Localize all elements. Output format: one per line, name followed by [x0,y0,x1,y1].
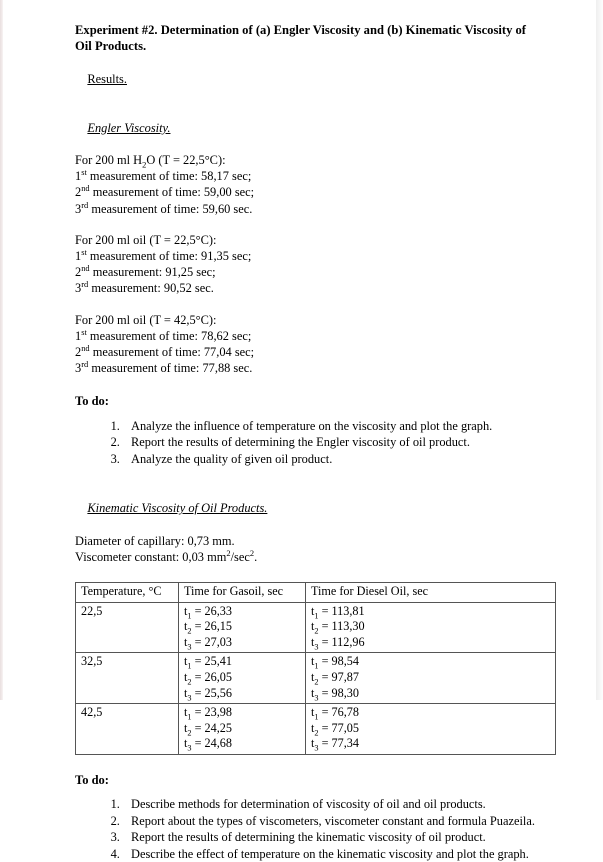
equals: = [191,720,205,735]
viscometer-constant-line [75,549,535,565]
t-value: 26,05 [204,670,232,685]
cell-gasoil [179,704,306,755]
todo-list-2 [75,796,535,862]
kinematic-viscosity-heading [75,484,535,533]
cell-gasoil [179,653,306,704]
results-heading-text: Results. [87,72,127,87]
t-label: t [311,705,315,720]
measurement-entry [311,670,551,686]
equals: = [191,619,205,634]
capillary-diameter-line: Diameter of capillary: 0,73 mm. [75,533,235,548]
engler-block [75,152,535,217]
measurement-line [75,280,535,296]
t-value: 98,54 [331,654,359,669]
t-label: t [311,619,315,634]
equals: = [191,603,205,618]
t-value: 23,98 [204,705,232,720]
results-heading [75,55,535,104]
equals: = [318,670,332,685]
measurement-entry [184,670,301,686]
equals: = [191,634,205,649]
t-label: t [311,654,315,669]
cell-temperature: 42,5 [76,704,179,755]
document-body [75,22,535,862]
equals: = [318,736,332,751]
page-edge-right [596,0,603,700]
ordinal-suffix: rd [81,359,89,370]
ordinal-suffix: st [81,326,87,337]
list-item: 3. Analyze the quality of given oil product. [123,451,535,467]
ordinal-number: 1 [75,169,82,184]
measurement-text: measurement of time: 77,88 sec. [88,361,253,376]
measurement-entry [311,635,551,651]
t-index: 1 [314,661,319,671]
measurement-entry [311,654,551,670]
t-label: t [184,603,188,618]
measurement-line [75,168,535,184]
measurement-entry [184,705,301,721]
t-value: 112,96 [331,634,365,649]
todo-heading-1: To do: [75,394,109,409]
measurement-entry [184,654,301,670]
measurement-entry [184,604,301,620]
section-spacer [75,755,535,772]
t-label: t [184,619,188,634]
ordinal-suffix: st [81,167,87,178]
table-body [76,602,556,754]
engler-block-intro [75,152,535,168]
ordinal-number: 1 [75,249,82,264]
cell-diesel [306,602,556,653]
intro-pre: For 200 ml H [75,153,143,168]
measurement-text: measurement of time: 77,04 sec; [89,345,255,360]
list-spacer [75,410,535,418]
ordinal-suffix: rd [81,279,89,290]
ordinal-suffix: nd [81,263,90,274]
measurement-line [75,328,535,344]
t-value: 24,25 [204,720,232,735]
block-spacer [75,217,535,232]
t-label: t [184,685,188,700]
todo-list-1 [75,418,535,467]
t-value: 77,34 [331,736,359,751]
constant-pre: Viscometer constant: 0,03 mm [75,549,227,564]
measurement-line [75,344,535,360]
cell-temperature: 32,5 [76,653,179,704]
t-index: 3 [314,642,319,652]
column-header-gasoil: Time for Gasoil, sec [179,583,306,603]
block-spacer [75,297,535,312]
equals: = [318,619,332,634]
viscosity-data-table [75,582,556,755]
equals: = [191,705,205,720]
t-index: 1 [187,611,192,621]
measurement-entry [311,619,551,635]
measurement-entry [184,721,301,737]
column-header-temperature: Temperature, °C [76,583,179,603]
engler-block [75,312,535,377]
list-item: 4. Describe the effect of temperature on the kinematic viscosity and plot the graph. [123,846,535,862]
t-value: 113,30 [331,619,365,634]
measurement-entry [311,705,551,721]
table-header-row [76,583,556,603]
measurement-text: measurement of time: 91,35 sec; [86,249,252,264]
t-value: 26,33 [204,603,232,618]
constant-post: . [254,549,258,564]
measurement-line [75,360,535,376]
page-edge-left [0,0,3,700]
t-value: 76,78 [331,705,359,720]
t-label: t [311,685,315,700]
t-index: 1 [187,712,192,722]
t-index: 3 [314,743,319,753]
equals: = [318,685,332,700]
list-item: 3. Report the results of determining the kinematic viscosity of oil product. [123,829,535,845]
t-label: t [311,720,315,735]
list-item: 1. Analyze the influence of temperature on the viscosity and plot the graph. [123,418,535,434]
t-value: 25,56 [204,685,232,700]
equals: = [318,720,332,735]
equals: = [191,670,205,685]
t-index: 2 [187,728,192,738]
t-label: t [311,603,315,618]
measurement-entry [311,721,551,737]
ordinal-number: 1 [75,328,82,343]
section-spacer [75,467,535,484]
kinematic-viscosity-heading-text: Kinematic Viscosity of Oil Products. [87,501,268,516]
t-value: 97,87 [331,670,359,685]
column-header-diesel: Time for Diesel Oil, sec [306,583,556,603]
t-index: 3 [187,642,192,652]
subscript: 2 [142,159,147,170]
cell-temperature: 22,5 [76,602,179,653]
t-index: 2 [187,626,192,636]
measurement-entry [311,736,551,752]
ordinal-number: 3 [75,281,82,296]
t-label: t [184,634,188,649]
section-spacer [75,565,535,582]
t-index: 2 [314,728,319,738]
ordinal-suffix: nd [81,183,90,194]
equals: = [318,654,332,669]
measurement-entry [311,686,551,702]
ordinal-number: 2 [75,345,82,360]
t-value: 26,15 [204,619,232,634]
t-label: t [184,670,188,685]
equals: = [191,654,205,669]
table-header [76,583,556,603]
t-label: t [311,670,315,685]
measurement-entry [184,635,301,651]
ordinal-number: 3 [75,201,82,216]
intro-pre: For 200 ml oil (T = 22,5°C): [75,232,217,247]
engler-viscosity-heading-text: Engler Viscosity. [87,120,171,135]
t-value: 113,81 [331,603,365,618]
t-value: 27,03 [204,634,232,649]
equals: = [318,603,332,618]
table-row [76,602,556,653]
intro-post: O (T = 22,5°C): [146,153,226,168]
ordinal-suffix: rd [81,199,89,210]
measurement-entry [184,619,301,635]
ordinal-number: 2 [75,265,82,280]
t-index: 1 [314,611,319,621]
measurement-text: measurement of time: 59,00 sec; [89,185,255,200]
ordinal-suffix: st [81,246,87,257]
t-value: 25,41 [204,654,232,669]
t-index: 2 [314,626,319,636]
t-label: t [311,736,315,751]
t-index: 2 [314,677,319,687]
t-label: t [184,736,188,751]
table-row [76,704,556,755]
cell-diesel [306,704,556,755]
t-label: t [184,654,188,669]
list-item: 2. Report about the types of viscometers, viscometer constant and formula Puazeila. [123,813,535,829]
todo-heading-2: To do: [75,773,109,788]
page-title: Experiment #2. Determination of (a) Engler Viscosity and (b) Kinematic Viscosity of Oil Products. [75,23,527,54]
engler-block [75,232,535,297]
measurement-entry [311,604,551,620]
t-index: 1 [187,661,192,671]
measurement-text: measurement of time: 78,62 sec; [86,328,252,343]
list-item: 1. Describe methods for determination of viscosity of oil and oil products. [123,796,535,812]
measurement-text: measurement: 90,52 sec. [88,281,214,296]
superscript: 2 [226,547,231,558]
engler-block-intro [75,312,535,328]
ordinal-number: 2 [75,185,82,200]
equals: = [318,705,332,720]
section-spacer [75,376,535,393]
t-label: t [184,705,188,720]
measurement-entry [184,686,301,702]
table-row [76,653,556,704]
measurement-line [75,201,535,217]
ordinal-suffix: nd [81,342,90,353]
t-index: 3 [187,743,192,753]
measurement-text: measurement of time: 58,17 sec; [86,169,252,184]
intro-pre: For 200 ml oil (T = 42,5°C): [75,312,217,327]
cell-gasoil [179,602,306,653]
superscript: 2 [249,547,255,558]
measurement-entry [184,736,301,752]
equals: = [191,685,205,700]
measurement-line [75,184,535,200]
equals: = [318,634,332,649]
t-index: 2 [187,677,192,687]
engler-blocks [75,152,535,376]
ordinal-number: 3 [75,361,82,376]
t-index: 1 [314,712,319,722]
equals: = [191,736,205,751]
measurement-text: measurement of time: 59,60 sec. [88,201,253,216]
measurement-line [75,248,535,264]
list-item: 2. Report the results of determining the Engler viscosity of oil product. [123,434,535,450]
t-value: 98,30 [331,685,359,700]
cell-diesel [306,653,556,704]
t-label: t [184,720,188,735]
t-index: 3 [187,693,192,703]
t-index: 3 [314,693,319,703]
measurement-line [75,264,535,280]
t-value: 77,05 [331,720,359,735]
t-value: 24,68 [204,736,232,751]
engler-block-intro [75,232,535,248]
engler-viscosity-heading [75,103,535,152]
measurement-text: measurement: 91,25 sec; [89,265,216,280]
t-label: t [311,634,315,649]
list-spacer [75,788,535,796]
constant-mid: /sec [230,549,250,564]
